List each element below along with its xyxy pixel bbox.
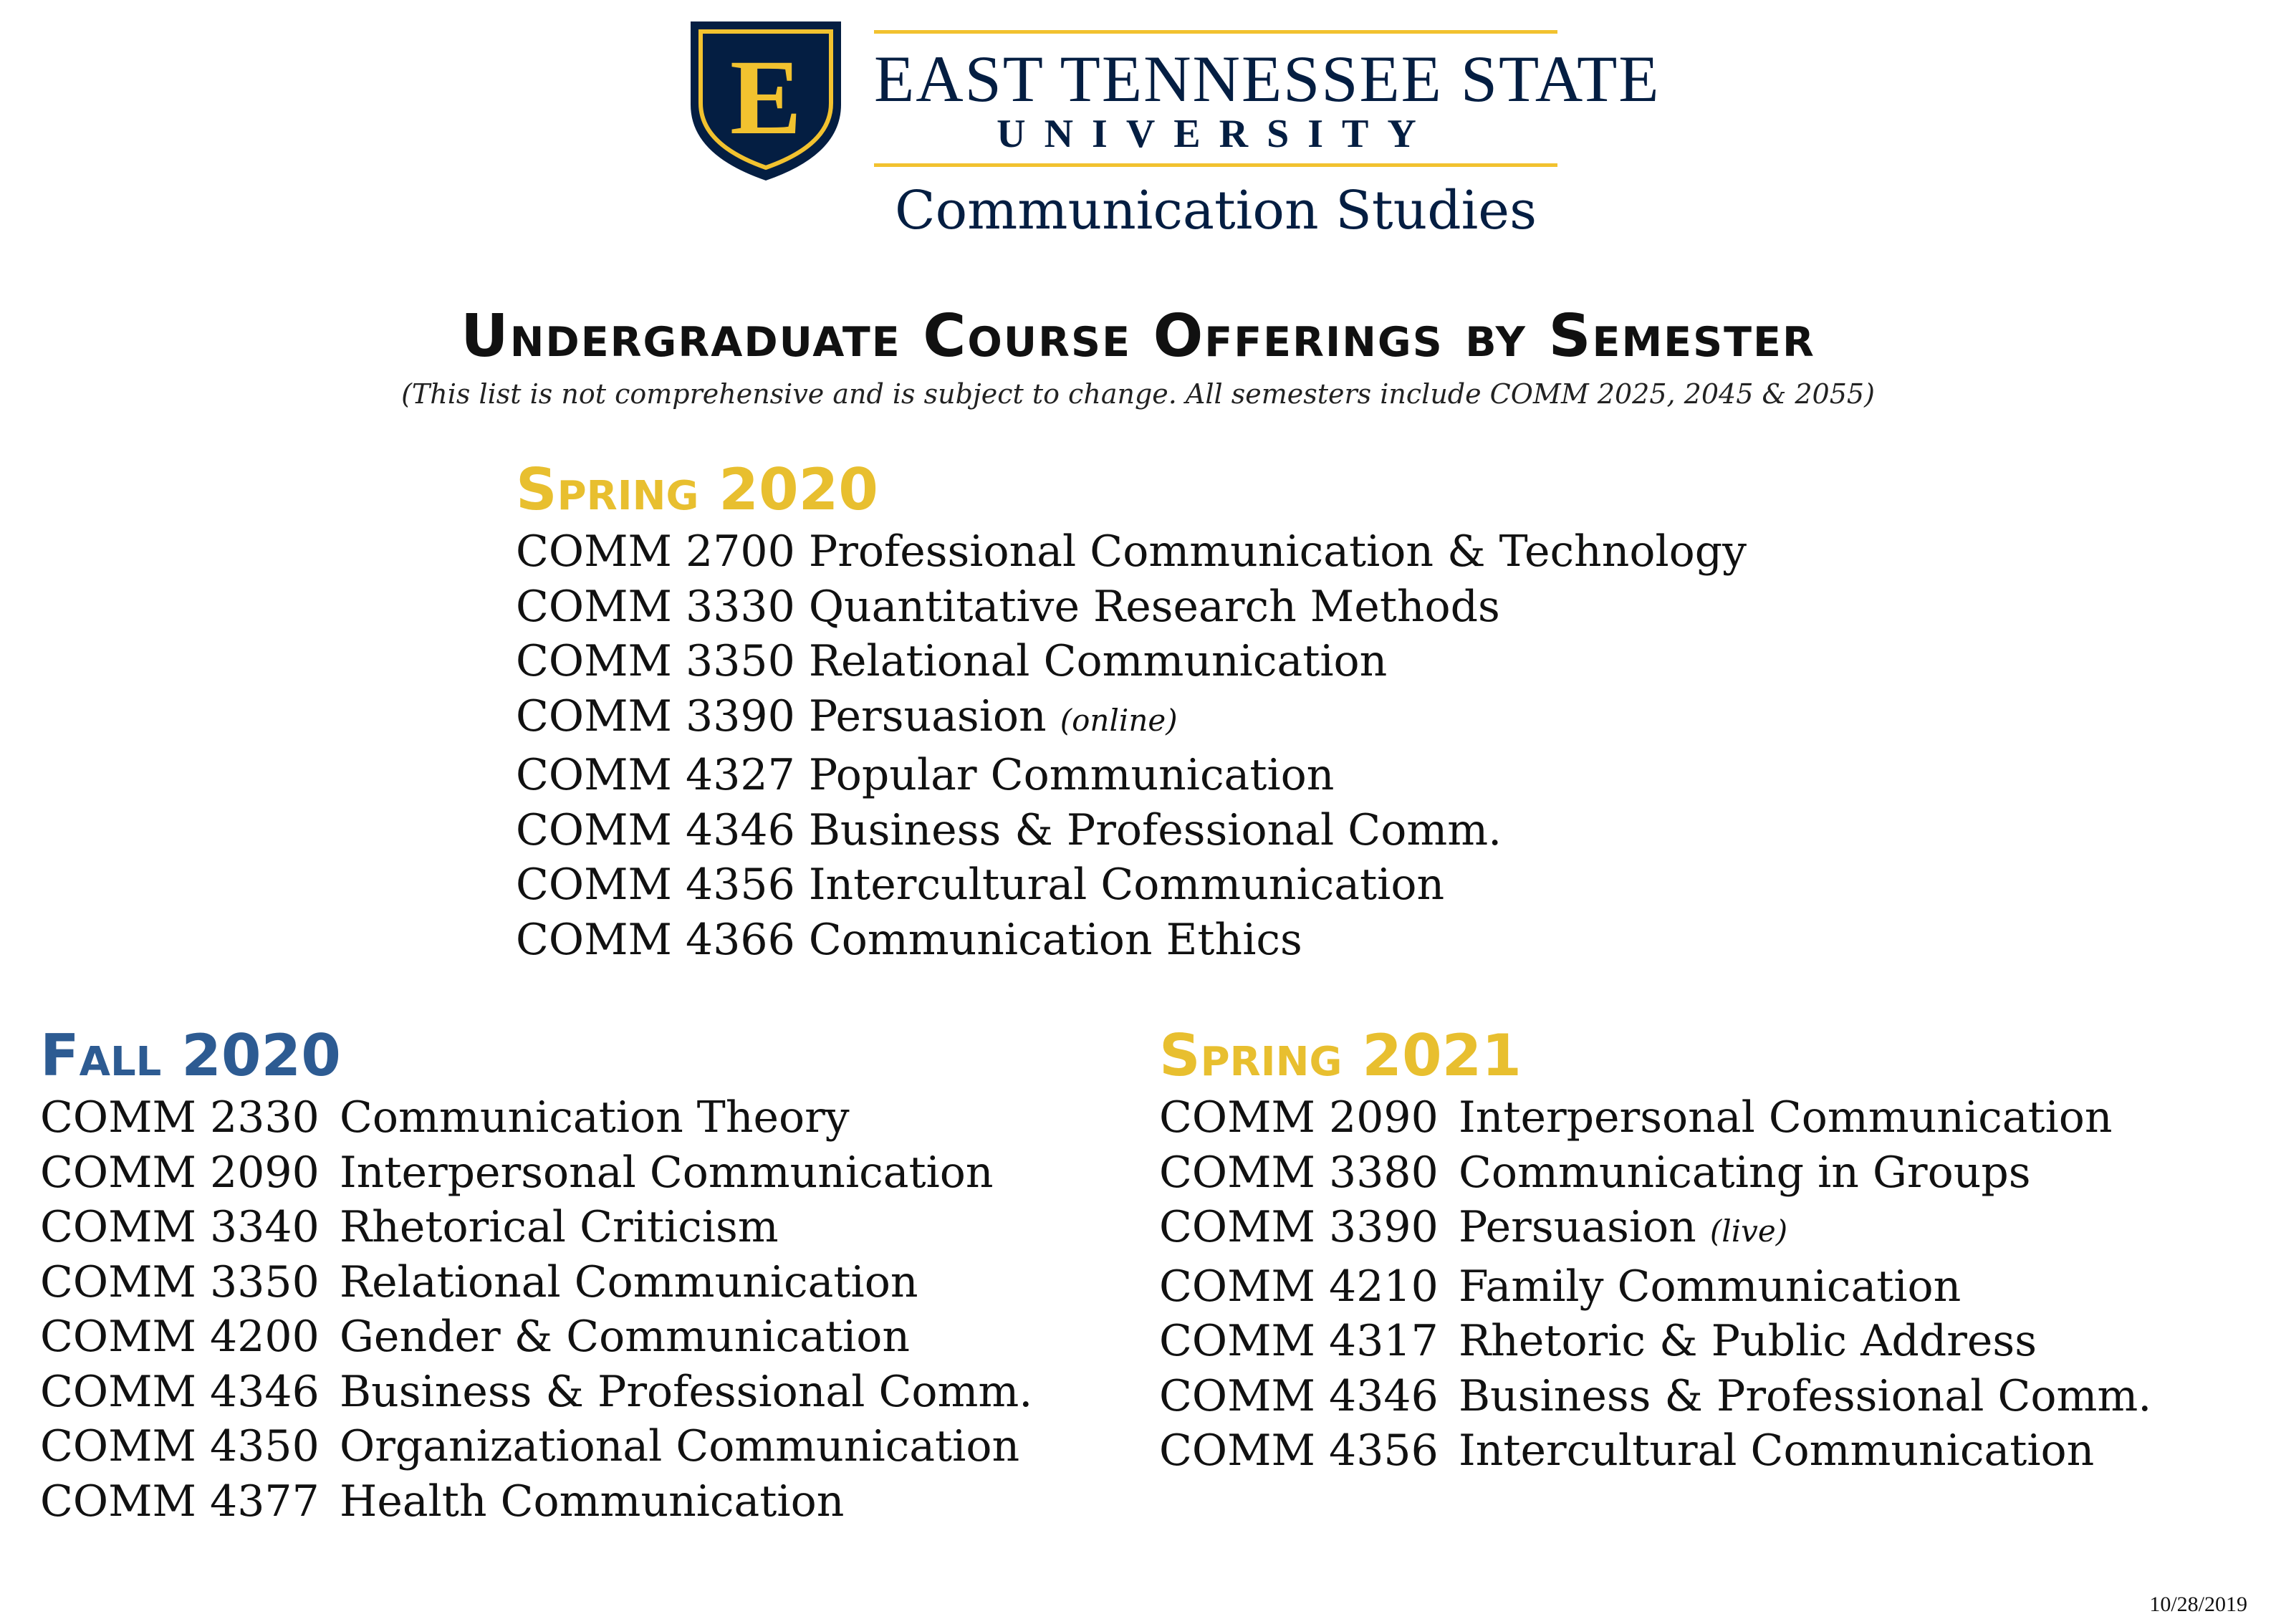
department-name: Communication Studies — [894, 180, 1537, 241]
course-title: Health Communication — [340, 1476, 845, 1527]
course-row — [1159, 1259, 2151, 1315]
header-rule-bottom — [874, 163, 1557, 167]
course-title: Professional Communication & Technology — [808, 527, 1747, 577]
course-row — [1159, 1090, 2151, 1145]
course-title: Popular Communication — [808, 750, 1335, 800]
course-code: COMM 2090 — [40, 1147, 320, 1198]
course-row — [40, 1200, 1032, 1255]
course-code: COMM 4356 — [516, 860, 795, 910]
logo-letter: E — [729, 38, 802, 157]
course-title: Relational Communication — [808, 636, 1388, 686]
course-note: (live) — [1709, 1214, 1788, 1249]
course-code: COMM 2330 — [40, 1092, 320, 1143]
course-title: Business & Professional Comm. — [808, 804, 1502, 855]
course-code: COMM 4377 — [40, 1476, 320, 1527]
course-code: COMM 4346 — [40, 1366, 320, 1417]
course-code: COMM 3350 — [516, 636, 795, 686]
course-title: Persuasion — [808, 691, 1047, 741]
course-code: COMM 4350 — [40, 1421, 320, 1471]
semester-title: Spring 2020 — [516, 456, 878, 523]
course-title: Rhetorical Criticism — [340, 1202, 779, 1252]
course-title: Quantitative Research Methods — [808, 581, 1500, 632]
course-row — [40, 1310, 1032, 1365]
course-code: COMM 4346 — [516, 804, 795, 855]
course-code: COMM 4346 — [1159, 1370, 1439, 1421]
course-code: COMM 3380 — [1159, 1147, 1439, 1198]
course-list — [1159, 1090, 2151, 1479]
course-row — [40, 1145, 1032, 1201]
course-row — [40, 1365, 1032, 1420]
course-row — [40, 1474, 1032, 1529]
semester-title: Fall 2020 — [40, 1022, 341, 1089]
semester-spring-2020 — [516, 456, 1747, 967]
course-row — [1159, 1423, 2151, 1479]
course-row — [516, 803, 1747, 858]
semester-title: Spring 2021 — [1159, 1022, 1522, 1089]
course-title: Interpersonal Communication — [340, 1147, 994, 1198]
course-row — [516, 524, 1747, 580]
course-code: COMM 4317 — [1159, 1316, 1439, 1366]
course-row — [40, 1090, 1032, 1145]
document-date: 10/28/2019 — [2149, 1592, 2247, 1616]
course-row — [516, 634, 1747, 689]
course-row — [1159, 1200, 2151, 1259]
header-rule-top — [874, 30, 1557, 34]
semester-spring-2021 — [1159, 1022, 2151, 1479]
etsu-shield-logo-icon — [688, 19, 844, 183]
course-row — [516, 689, 1747, 749]
course-title: Gender & Communication — [340, 1312, 910, 1362]
course-title: Interpersonal Communication — [1459, 1092, 2113, 1143]
course-code: COMM 4356 — [1159, 1426, 1439, 1476]
course-row — [516, 857, 1747, 913]
page-title: Undergraduate Course Offerings by Semester — [461, 302, 1815, 370]
course-code: COMM 4327 — [516, 750, 795, 800]
university-header — [688, 19, 1661, 248]
course-title: Communication Theory — [340, 1092, 850, 1143]
course-code: COMM 3390 — [1159, 1202, 1439, 1252]
course-title: Organizational Communication — [340, 1421, 1020, 1471]
course-row — [40, 1419, 1032, 1474]
course-title: Communication Ethics — [808, 914, 1302, 965]
page-subtitle: (This list is not comprehensive and is subject to change. All semesters include COMM 2025, 2045 & 2055) — [401, 378, 1875, 410]
course-note: (online) — [1060, 702, 1178, 738]
course-code: COMM 3340 — [40, 1202, 320, 1252]
course-title: Relational Communication — [340, 1257, 918, 1307]
course-code: COMM 4366 — [516, 914, 795, 965]
course-title: Business & Professional Comm. — [1459, 1370, 2152, 1421]
university-subtitle: UNIVERSITY — [997, 112, 1435, 156]
course-title: Persuasion — [1459, 1202, 1696, 1252]
course-row — [40, 1255, 1032, 1310]
course-code: COMM 3350 — [40, 1257, 320, 1307]
course-title: Rhetoric & Public Address — [1459, 1316, 2037, 1366]
course-code: COMM 3330 — [516, 581, 795, 632]
semester-fall-2020 — [40, 1022, 1032, 1529]
course-code: COMM 3390 — [516, 691, 795, 741]
course-row — [516, 913, 1747, 968]
course-title: Communicating in Groups — [1459, 1147, 2031, 1198]
course-row — [1159, 1145, 2151, 1201]
course-title: Intercultural Communication — [1459, 1426, 2095, 1476]
course-list — [516, 524, 1747, 967]
course-row — [1159, 1369, 2151, 1424]
course-list — [40, 1090, 1032, 1529]
course-row — [516, 580, 1747, 635]
course-code: COMM 4210 — [1159, 1261, 1439, 1312]
course-title: Intercultural Communication — [808, 860, 1445, 910]
course-row — [1159, 1314, 2151, 1369]
course-row — [516, 748, 1747, 803]
course-code: COMM 2700 — [516, 527, 795, 577]
course-code: COMM 2090 — [1159, 1092, 1439, 1143]
course-title: Business & Professional Comm. — [340, 1366, 1033, 1417]
course-code: COMM 4200 — [40, 1312, 320, 1362]
university-name: EAST TENNESSEE STATE — [874, 42, 1661, 115]
course-title: Family Communication — [1459, 1261, 1962, 1312]
